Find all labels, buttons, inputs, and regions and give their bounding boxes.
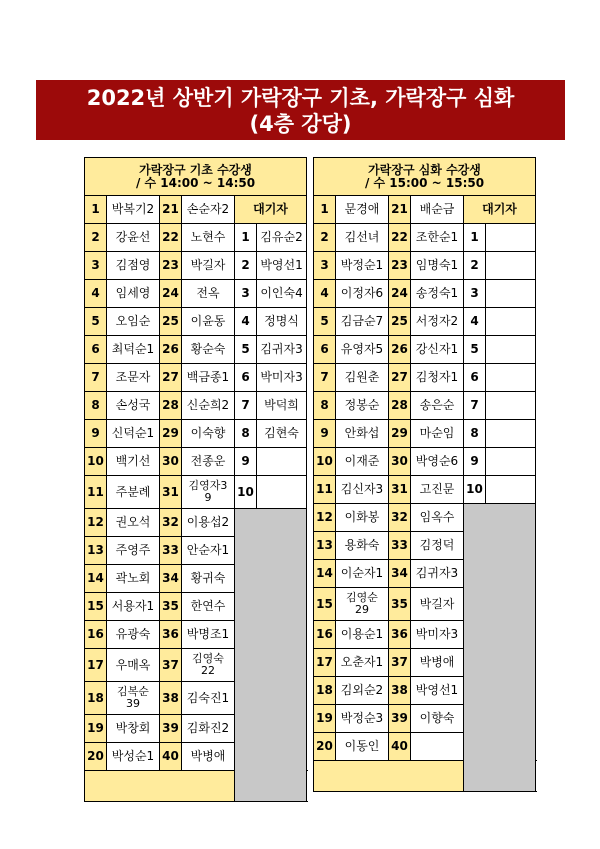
waitlist-name: 김귀자3 <box>257 336 307 364</box>
student-name-cell: 박성순1 <box>107 743 160 771</box>
row-number: 3 <box>85 252 107 280</box>
student-name-cell: 문경애 <box>336 196 389 224</box>
student-name-cell: 김귀자3 <box>411 560 464 588</box>
student-name-cell: 신순희2 <box>182 392 235 420</box>
title-line1: 2022년 상반기 가락장구 기초, 가락장구 심화 <box>86 86 515 110</box>
student-name-cell: 송정숙1 <box>411 280 464 308</box>
row-number: 27 <box>160 364 182 392</box>
row-number: 29 <box>389 420 411 448</box>
table-row <box>314 392 536 420</box>
class-header-title: 가락장구 심화 수강생 <box>368 162 481 177</box>
student-name-cell: 오춘자1 <box>336 649 389 677</box>
student-name-cell: 박복기2 <box>107 196 160 224</box>
student-name-cell: 신덕순1 <box>107 420 160 448</box>
row-number: 9 <box>85 420 107 448</box>
student-name-cell <box>107 682 160 715</box>
row-number: 35 <box>160 593 182 621</box>
row-number: 37 <box>389 649 411 677</box>
student-name-cell: 강신자1 <box>411 336 464 364</box>
student-name-cell: 마순임 <box>411 420 464 448</box>
waitlist-name <box>486 476 536 504</box>
student-name-cell: 박정순3 <box>336 705 389 733</box>
waitlist-name <box>486 224 536 252</box>
row-number: 38 <box>389 677 411 705</box>
row-number: 25 <box>389 308 411 336</box>
student-name-cell: 안순자1 <box>182 537 235 565</box>
table-row <box>314 280 536 308</box>
table-row <box>314 476 536 504</box>
waitlist-number: 5 <box>235 336 257 364</box>
waitlist-number: 8 <box>464 420 486 448</box>
student-name-cell: 조문자 <box>107 364 160 392</box>
student-name-cell: 이숙향 <box>182 420 235 448</box>
waitlist-number: 9 <box>464 448 486 476</box>
student-name-cell: 이용섭2 <box>182 509 235 537</box>
waitlist-number: 9 <box>235 448 257 476</box>
student-name-cell: 김신자3 <box>336 476 389 504</box>
waitlist-name: 김현숙 <box>257 420 307 448</box>
student-name-cell: 박미자3 <box>411 621 464 649</box>
student-name-cell: 송은순 <box>411 392 464 420</box>
student-name-suffix: 22 <box>201 664 215 677</box>
row-number: 2 <box>85 224 107 252</box>
row-number: 7 <box>314 364 336 392</box>
student-name-cell: 김정덕 <box>411 532 464 560</box>
row-number: 30 <box>160 448 182 476</box>
row-number: 36 <box>160 621 182 649</box>
row-number: 28 <box>160 392 182 420</box>
row-number: 26 <box>389 336 411 364</box>
row-number: 26 <box>160 336 182 364</box>
waitlist-name <box>486 448 536 476</box>
student-name: 김영숙 <box>192 652 224 665</box>
student-name-suffix: 39 <box>126 697 140 710</box>
row-number: 12 <box>314 504 336 532</box>
table-row <box>85 392 307 420</box>
row-number: 17 <box>314 649 336 677</box>
row-number: 30 <box>389 448 411 476</box>
waitlist-number: 10 <box>464 476 486 504</box>
student-name-cell: 이화봉 <box>336 504 389 532</box>
waitlist-number: 6 <box>235 364 257 392</box>
waitlist-number: 10 <box>235 476 257 509</box>
row-number: 39 <box>389 705 411 733</box>
row-number: 31 <box>389 476 411 504</box>
row-number: 15 <box>314 588 336 621</box>
student-name-cell: 임옥수 <box>411 504 464 532</box>
waitlist-number: 6 <box>464 364 486 392</box>
row-number: 27 <box>389 364 411 392</box>
student-name-cell <box>182 649 235 682</box>
row-number: 19 <box>85 715 107 743</box>
row-number: 40 <box>160 743 182 771</box>
waitlist-name: 정명식 <box>257 308 307 336</box>
class-header-title: 가락장구 기초 수강생 <box>139 162 252 177</box>
table-row <box>85 364 307 392</box>
row-number: 5 <box>314 308 336 336</box>
row-number: 14 <box>85 565 107 593</box>
student-name-cell: 주영주 <box>107 537 160 565</box>
class-header <box>314 158 536 196</box>
row-number: 11 <box>85 476 107 509</box>
student-name-cell: 우매옥 <box>107 649 160 682</box>
table-row <box>85 196 307 224</box>
row-number: 12 <box>85 509 107 537</box>
waitlist-number: 4 <box>464 308 486 336</box>
row-number: 36 <box>389 621 411 649</box>
row-number: 21 <box>160 196 182 224</box>
waitlist-name <box>486 420 536 448</box>
class-header-time: / 수 14:00 ~ 14:50 <box>135 175 256 190</box>
row-number: 28 <box>389 392 411 420</box>
table-row <box>314 224 536 252</box>
student-name-wrap <box>182 653 234 677</box>
row-number: 16 <box>314 621 336 649</box>
waitlist-name <box>257 476 307 509</box>
student-name-cell: 백기선 <box>107 448 160 476</box>
row-number: 20 <box>85 743 107 771</box>
row-number: 14 <box>314 560 336 588</box>
header-row <box>314 158 536 196</box>
waitlist-name <box>486 336 536 364</box>
student-name-cell: 유광숙 <box>107 621 160 649</box>
student-name-cell: 강윤선 <box>107 224 160 252</box>
row-number: 16 <box>85 621 107 649</box>
row-number: 40 <box>389 733 411 761</box>
waitlist-name <box>486 364 536 392</box>
table-row <box>85 308 307 336</box>
table-row <box>85 509 307 537</box>
student-name-cell: 서정자2 <box>411 308 464 336</box>
table-row <box>314 504 536 532</box>
waitlist-number: 2 <box>464 252 486 280</box>
row-number: 35 <box>389 588 411 621</box>
row-number: 24 <box>160 280 182 308</box>
student-name-suffix: 9 <box>204 491 212 504</box>
table-row <box>85 252 307 280</box>
class-header <box>85 158 307 196</box>
waitlist-name: 이인숙4 <box>257 280 307 308</box>
student-name-cell: 김숙진1 <box>182 682 235 715</box>
table-row <box>314 196 536 224</box>
student-name-cell: 임명숙1 <box>411 252 464 280</box>
student-name-cell: 황순숙 <box>182 336 235 364</box>
student-name-cell: 노현수 <box>182 224 235 252</box>
waitlist-number: 3 <box>235 280 257 308</box>
student-name-cell: 박길자 <box>182 252 235 280</box>
table-row <box>314 420 536 448</box>
row-number: 32 <box>389 504 411 532</box>
row-number: 24 <box>389 280 411 308</box>
waitlist-name <box>486 280 536 308</box>
row-number: 34 <box>160 565 182 593</box>
row-number: 39 <box>160 715 182 743</box>
row-number: 18 <box>314 677 336 705</box>
table-row <box>314 336 536 364</box>
student-name-cell: 정봉순 <box>336 392 389 420</box>
row-number: 2 <box>314 224 336 252</box>
row-number: 11 <box>314 476 336 504</box>
waitlist-number: 7 <box>464 392 486 420</box>
student-name-cell: 곽노회 <box>107 565 160 593</box>
student-name-cell: 김화진2 <box>182 715 235 743</box>
student-name-cell: 유영자5 <box>336 336 389 364</box>
waitlist-number: 5 <box>464 336 486 364</box>
student-name-cell <box>336 588 389 621</box>
student-name-cell: 이재준 <box>336 448 389 476</box>
student-name-cell: 최덕순1 <box>107 336 160 364</box>
waitlist-name: 김유순2 <box>257 224 307 252</box>
row-number: 19 <box>314 705 336 733</box>
student-name-cell: 박창회 <box>107 715 160 743</box>
row-number: 32 <box>160 509 182 537</box>
waitlist-name <box>486 252 536 280</box>
waitlist-number: 2 <box>235 252 257 280</box>
student-name: 김복순 <box>117 685 149 698</box>
table-row <box>314 252 536 280</box>
student-name-cell <box>411 733 464 761</box>
row-number: 23 <box>389 252 411 280</box>
waitlist-empty-area <box>235 509 307 802</box>
row-number: 22 <box>160 224 182 252</box>
student-name-cell: 김청자1 <box>411 364 464 392</box>
row-number: 10 <box>85 448 107 476</box>
student-name-cell: 임세영 <box>107 280 160 308</box>
student-name-wrap <box>336 592 388 616</box>
student-name: 김영순 <box>346 591 378 604</box>
student-name-cell: 오임순 <box>107 308 160 336</box>
student-name: 김영자3 <box>188 479 228 492</box>
class-header-time: / 수 15:00 ~ 15:50 <box>364 175 485 190</box>
row-number: 13 <box>85 537 107 565</box>
student-name-cell: 김금순7 <box>336 308 389 336</box>
student-name-cell: 이동인 <box>336 733 389 761</box>
table-row <box>314 364 536 392</box>
table-row <box>314 308 536 336</box>
table-row <box>85 224 307 252</box>
row-number: 1 <box>85 196 107 224</box>
row-number: 25 <box>160 308 182 336</box>
row-number: 4 <box>85 280 107 308</box>
row-number: 8 <box>85 392 107 420</box>
student-name-cell: 이정자6 <box>336 280 389 308</box>
row-number: 6 <box>314 336 336 364</box>
row-number: 33 <box>389 532 411 560</box>
student-name-cell: 손순자2 <box>182 196 235 224</box>
student-name-cell: 김외순2 <box>336 677 389 705</box>
row-number: 37 <box>160 649 182 682</box>
row-number: 18 <box>85 682 107 715</box>
student-name-cell: 조한순1 <box>411 224 464 252</box>
student-name-cell: 이순자1 <box>336 560 389 588</box>
student-name-cell: 고진문 <box>411 476 464 504</box>
student-name-cell: 이향숙 <box>411 705 464 733</box>
title-banner <box>36 80 565 140</box>
student-name-cell: 황귀숙 <box>182 565 235 593</box>
student-name-wrap <box>182 480 234 504</box>
basic-class-table <box>84 157 307 802</box>
student-name-cell: 권오석 <box>107 509 160 537</box>
student-name-cell: 전종운 <box>182 448 235 476</box>
table-row <box>85 476 307 509</box>
student-name-cell: 안화섭 <box>336 420 389 448</box>
waitlist-header: 대기자 <box>235 196 307 224</box>
row-number: 1 <box>314 196 336 224</box>
waitlist-number: 7 <box>235 392 257 420</box>
row-number: 38 <box>160 682 182 715</box>
row-number: 6 <box>85 336 107 364</box>
student-name-cell: 서용자1 <box>107 593 160 621</box>
table-row <box>85 420 307 448</box>
header-row <box>85 158 307 196</box>
waitlist-name: 박영선1 <box>257 252 307 280</box>
row-number: 34 <box>389 560 411 588</box>
student-name-cell: 이용순1 <box>336 621 389 649</box>
advanced-class-table <box>313 157 536 792</box>
row-number: 29 <box>160 420 182 448</box>
waitlist-number: 4 <box>235 308 257 336</box>
waitlist-empty-area <box>464 504 536 792</box>
waitlist-name <box>257 448 307 476</box>
row-number: 20 <box>314 733 336 761</box>
row-number: 13 <box>314 532 336 560</box>
student-name-cell: 박영선1 <box>411 677 464 705</box>
row-number: 8 <box>314 392 336 420</box>
student-name-cell: 박명조1 <box>182 621 235 649</box>
student-name-cell: 박정순1 <box>336 252 389 280</box>
student-name-cell: 주분례 <box>107 476 160 509</box>
student-name-cell: 김점영 <box>107 252 160 280</box>
student-name-cell <box>182 476 235 509</box>
waitlist-name <box>486 308 536 336</box>
student-name-wrap <box>107 686 159 710</box>
row-number: 17 <box>85 649 107 682</box>
student-name-cell: 용화숙 <box>336 532 389 560</box>
student-name-cell: 박영순6 <box>411 448 464 476</box>
student-name-cell: 이윤동 <box>182 308 235 336</box>
student-name-cell: 김원춘 <box>336 364 389 392</box>
student-name-cell: 김선녀 <box>336 224 389 252</box>
table-row <box>85 448 307 476</box>
waitlist-name <box>486 392 536 420</box>
row-number: 4 <box>314 280 336 308</box>
row-number: 7 <box>85 364 107 392</box>
waitlist-number: 3 <box>464 280 486 308</box>
row-number: 3 <box>314 252 336 280</box>
row-number: 9 <box>314 420 336 448</box>
table-row <box>85 336 307 364</box>
row-number: 22 <box>389 224 411 252</box>
row-number: 31 <box>160 476 182 509</box>
waitlist-name: 박덕희 <box>257 392 307 420</box>
student-name-suffix: 29 <box>355 603 369 616</box>
table-row <box>85 280 307 308</box>
row-number: 21 <box>389 196 411 224</box>
student-name-cell: 박병애 <box>411 649 464 677</box>
row-number: 5 <box>85 308 107 336</box>
waitlist-header: 대기자 <box>464 196 536 224</box>
row-number: 10 <box>314 448 336 476</box>
row-number: 23 <box>160 252 182 280</box>
title-line2: (4층 강당) <box>249 112 352 136</box>
row-number: 33 <box>160 537 182 565</box>
student-name-cell: 전옥 <box>182 280 235 308</box>
student-name-cell: 박길자 <box>411 588 464 621</box>
waitlist-number: 1 <box>235 224 257 252</box>
student-name-cell: 배순금 <box>411 196 464 224</box>
student-name-cell: 박병애 <box>182 743 235 771</box>
waitlist-name: 박미자3 <box>257 364 307 392</box>
table-footer <box>85 771 235 802</box>
table-footer <box>314 761 464 792</box>
student-name-cell: 손성국 <box>107 392 160 420</box>
table-row <box>314 448 536 476</box>
student-name-cell: 백금종1 <box>182 364 235 392</box>
row-number: 15 <box>85 593 107 621</box>
student-name-cell: 한연수 <box>182 593 235 621</box>
waitlist-number: 8 <box>235 420 257 448</box>
waitlist-number: 1 <box>464 224 486 252</box>
